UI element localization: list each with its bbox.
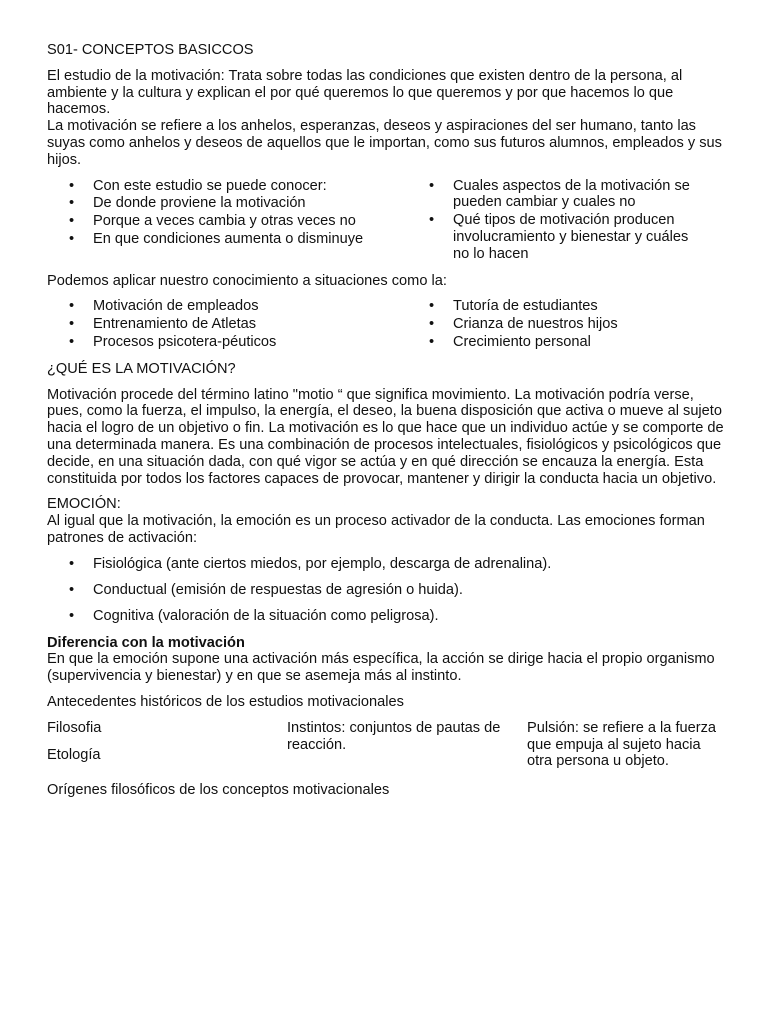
list-item: • De donde proviene la motivación: [69, 195, 306, 212]
list-item: • Crecimiento personal: [429, 333, 591, 350]
list-item: • Fisiológica (ante ciertos miedos, por ejemplo, descarga de adrenalina).: [69, 555, 552, 572]
bullet-icon: •: [69, 177, 75, 194]
que-es-paragraph: Motivación procede del término latino "motio “ que significa movimiento. La motivación podría verse, pues, como la fuerza, el impulso, la energía, el deseo, la buena disposición que activa o mueve al sujeto hacia el logro de un objetivo o fin. La motivación es lo que hace que un individuo actúe y se comporte de una determinada manera. Es una combinación de procesos intelectuales, fisiológicos y psicológicos que decide, en una situación dada, con qué vigor se actúa y en qué dirección se encauza la energía. Esta constituida por todos los factores capaces de provocar, mantener y dirigir la conducta hacia un objetivo.: [47, 386, 724, 487]
list-item: • Con este estudio se puede conocer:: [69, 177, 327, 194]
apply-list-right: [407, 298, 707, 351]
study-list: [47, 178, 727, 264]
antecedentes-col-2: [287, 720, 527, 774]
diferencia-section: [47, 635, 727, 685]
list-item: • Crianza de nuestros hijos: [429, 316, 618, 333]
bullet-icon: •: [429, 333, 435, 350]
emocion-heading: EMOCIÓN:: [47, 496, 121, 513]
intro-section: [47, 68, 727, 169]
apply-intro: Podemos aplicar nuestro conocimiento a situaciones como la:: [47, 272, 447, 289]
origenes-heading: Orígenes filosóficos de los conceptos motivacionales: [47, 782, 390, 799]
list-item: • Qué tipos de motivación producen involucramiento y bienestar y cuáles no lo hacen: [429, 212, 689, 262]
list-item: • Procesos psicotera-péuticos: [69, 333, 277, 350]
antecedentes-filosofia: Filosofia: [47, 719, 102, 736]
list-item: • Cognitiva (valoración de la situación como peligrosa).: [69, 608, 439, 625]
study-list-left: [47, 178, 407, 264]
list-item: • Conductual (emisión de respuestas de agresión o huida).: [69, 582, 463, 599]
que-es-heading: ¿QUÉ ES LA MOTIVACIÓN?: [47, 360, 236, 377]
antecedentes-etologia: Etología: [47, 746, 101, 763]
study-list-right: [407, 178, 707, 264]
bullet-icon: •: [69, 608, 75, 625]
bullet-icon: •: [69, 298, 75, 315]
intro-paragraph-1: El estudio de la motivación: Trata sobre todas las condiciones que existen dentro de la persona, al ambiente y la cultura y explican el por qué queremos lo que queremos y por que hacemos lo que hacemos.: [47, 67, 683, 118]
list-item: • Porque a veces cambia y otras veces no: [69, 213, 356, 230]
antecedentes-col-1: [47, 720, 287, 774]
bullet-icon: •: [429, 212, 435, 229]
emocion-paragraph: Al igual que la motivación, la emoción es un proceso activador de la conducta. Las emociones forman patrones de activación:: [47, 513, 705, 546]
diferencia-heading: Diferencia con la motivación: [47, 634, 245, 651]
list-item: • Cuales aspectos de la motivación se pueden cambiar y cuales no: [429, 177, 690, 211]
apply-list-left: [47, 298, 407, 351]
document-title: S01- CONCEPTOS BASICCOS: [47, 42, 254, 58]
list-item: • Motivación de empleados: [69, 298, 259, 315]
emocion-section: [47, 496, 727, 546]
bullet-icon: •: [429, 177, 435, 194]
bullet-icon: •: [69, 195, 75, 212]
diferencia-paragraph: En que la emoción supone una activación más específica, la acción se dirige hacia el propio organismo (supervivencia y bienestar) y en que se asemeja más al instinto.: [47, 651, 715, 685]
antecedentes-pulsion: Pulsión: se refiere a la fuerza que empuja al sujeto hacia otra persona u objeto.: [527, 719, 717, 770]
document-page: [47, 42, 727, 799]
antecedentes-grid: [47, 720, 727, 774]
list-item: • En que condiciones aumenta o disminuye: [69, 230, 364, 247]
bullet-icon: •: [429, 298, 435, 315]
antecedentes-instintos: Instintos: conjuntos de pautas de reacción.: [287, 719, 501, 753]
antecedentes-heading: Antecedentes históricos de los estudios motivacionales: [47, 694, 404, 710]
antecedentes-col-3: [527, 720, 727, 774]
bullet-icon: •: [69, 582, 75, 599]
list-item: • Entrenamiento de Atletas: [69, 316, 257, 333]
bullet-icon: •: [429, 316, 435, 333]
bullet-icon: •: [69, 316, 75, 333]
bullet-icon: •: [69, 213, 75, 230]
intro-paragraph-2: La motivación se refiere a los anhelos, esperanzas, deseos y aspiraciones del ser humano, tanto las suyas como anhelos y deseos de aquellos que le importan, como sus futuros alumnos, empleados y sus hijos.: [47, 118, 722, 168]
bullet-icon: •: [69, 333, 75, 350]
list-item: • Tutoría de estudiantes: [429, 298, 598, 315]
bullet-icon: •: [69, 230, 75, 247]
emocion-list: [47, 556, 727, 625]
apply-list: [47, 298, 727, 351]
bullet-icon: •: [69, 555, 75, 572]
